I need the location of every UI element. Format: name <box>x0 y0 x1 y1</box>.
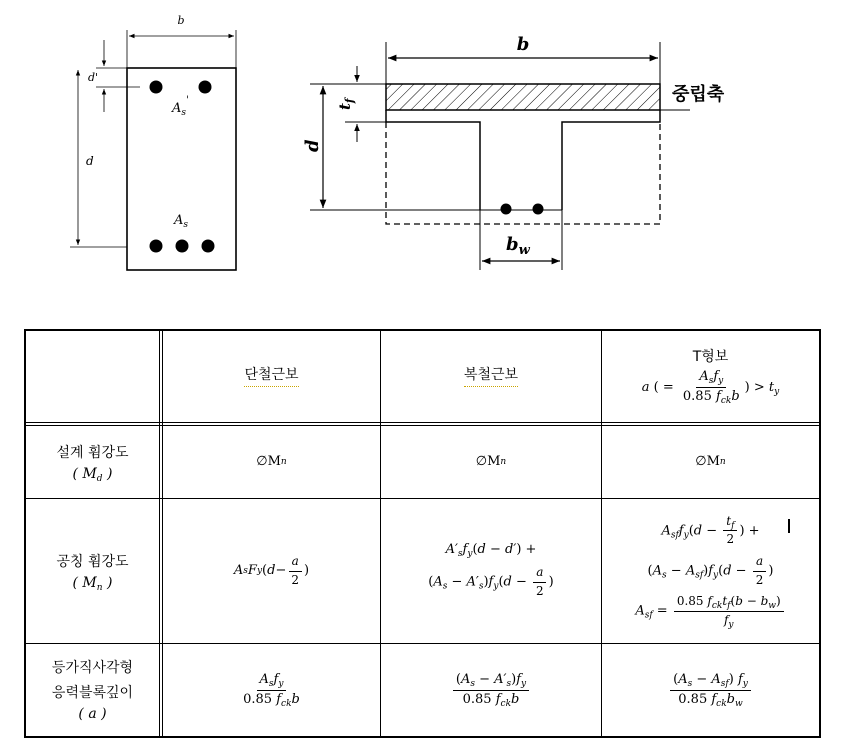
rect-b-label: b <box>177 14 185 27</box>
tbeam-outline <box>386 110 660 210</box>
rect-bottom-bar <box>150 240 163 253</box>
comparison-table <box>24 329 821 738</box>
row-stress-block-label: 등가직사각형 응력블록깊이 ( a ) <box>51 660 134 723</box>
tbeam-d-label: d <box>302 139 323 152</box>
header-doubly-reinforced <box>381 331 601 422</box>
stress-block-singly: $\frac{A_sf_y}{0.85 f_{ck}b}$ <box>243 671 300 709</box>
tbeam-compression-zone <box>386 84 660 110</box>
design-strength-singly: ∅M n <box>256 453 287 469</box>
tbeam-tf-label: $t_f$ <box>336 98 356 110</box>
rect-bottom-bar <box>202 240 215 253</box>
neutral-axis-label: 중립축 <box>672 84 725 105</box>
tbeam-bar <box>501 204 512 215</box>
header-t-beam <box>602 331 819 422</box>
rect-as-prime-label: $A_s'$ <box>172 95 189 118</box>
tbeam-bw-label: $b_w$ <box>506 234 530 258</box>
rect-d-prime-label: d' <box>88 71 99 84</box>
t-beam-section <box>302 34 725 270</box>
design-strength-doubly: ∅M n <box>475 453 507 469</box>
header-col1-label: 단철근보 <box>244 366 298 386</box>
beam-section-diagram <box>0 0 851 300</box>
nominal-strength-t-beam: $A_{sf}f_y(d$ − $\frac{t_f}{2}$ ) + $(A_s - A_{sf})f_y(d$ − $\frac{a}{2}$ ) $A_{sf}$ = $\frac{0.85 f_{ck}t_f(b - b_w)}{f_y}$ <box>602 499 819 643</box>
tbeam-dashed-outline <box>386 122 660 224</box>
rect-bottom-bar <box>176 240 189 253</box>
rect-top-bar <box>199 81 212 94</box>
row-design-strength-label: 설계 휨강도 ( $M_d$ ) <box>56 444 129 485</box>
header-singly-reinforced <box>163 331 380 422</box>
row-nominal-strength-label: 공칭 휨강도 ( $M_n$ ) <box>56 553 129 594</box>
rect-top-bar <box>150 81 163 94</box>
header-col3-label: T형보 <box>692 348 729 365</box>
design-strength-t-beam: ∅M n <box>695 453 726 469</box>
tbeam-b-label: b <box>516 34 530 55</box>
nominal-strength-doubly: $A'_sf_y(d - d')$ + $(A_s - A'_s)f_y(d$ − $\frac{a}{2}$ ) <box>428 542 554 598</box>
text-cursor <box>788 519 790 533</box>
rectangular-section <box>70 14 236 270</box>
tbeam-bar <box>533 204 544 215</box>
nominal-strength-singly: A s F y ( d − $\frac{a}{2}$ ) <box>233 553 310 587</box>
row-stress-block-symbol: ( a ) <box>78 706 107 723</box>
row-design-strength-symbol: ( $M_d$ ) <box>72 466 113 485</box>
rect-d-label: d <box>86 154 94 168</box>
header-col2-label: 복철근보 <box>464 366 518 386</box>
stress-block-doubly: $\frac{(A_s - A'_s)f_y}{0.85 f_{ck}b}$ <box>381 644 601 736</box>
rect-as-label: $A_s$ <box>174 213 189 230</box>
header-col3-condition: a ( = $\frac{A_sf_y}{0.85 f_{ck}b}$ ) > $t_y$ <box>641 368 780 406</box>
header-empty-cell <box>26 331 159 422</box>
row-nominal-strength-symbol: ( $M_n$ ) <box>72 575 113 594</box>
stress-block-t-beam: $\frac{(A_s - A_{sf}) f_y}{0.85 f_{ck}b_w}$ <box>602 644 819 736</box>
